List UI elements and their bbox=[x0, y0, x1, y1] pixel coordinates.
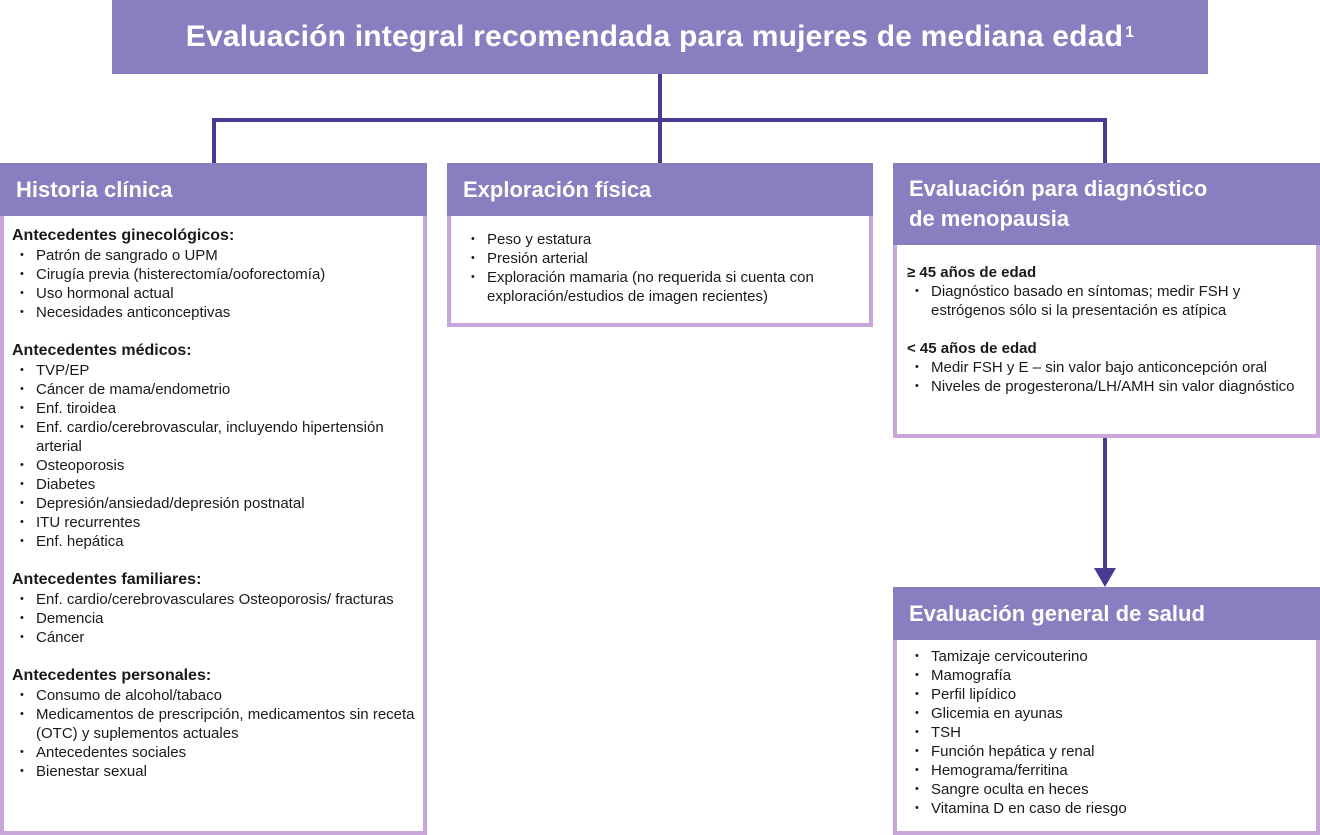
card-evaluacion-salud bbox=[893, 587, 1320, 835]
card-menopausia-header-line1: Evaluación para diagnóstico bbox=[909, 176, 1208, 201]
bullet-list bbox=[907, 282, 1306, 320]
card-historia-body bbox=[4, 216, 423, 789]
list-item: • Osteoporosis bbox=[12, 456, 415, 475]
list-item: • Tamizaje cervicouterino bbox=[907, 647, 1306, 666]
list-item: • Hemograma/ferritina bbox=[907, 761, 1306, 780]
list-item: • Enf. tiroidea bbox=[12, 399, 415, 418]
card-exploracion-header: Exploración física bbox=[447, 163, 873, 216]
list-item: • Peso y estatura bbox=[463, 230, 857, 249]
bullet-list bbox=[12, 361, 415, 551]
section-menor-45 bbox=[907, 339, 1306, 396]
card-exploracion-body bbox=[451, 216, 869, 314]
list-item: • Depresión/ansiedad/depresión postnatal bbox=[12, 494, 415, 513]
list-item: • Cirugía previa (histerectomía/ooforectomía) bbox=[12, 265, 415, 284]
bullet-list bbox=[12, 590, 415, 647]
bullet-list bbox=[907, 358, 1306, 396]
card-historia-header: Historia clínica bbox=[0, 163, 427, 216]
list-item: • TVP/EP bbox=[12, 361, 415, 380]
list-item: • Perfil lipídico bbox=[907, 685, 1306, 704]
title-footnote-marker: 1 bbox=[1125, 24, 1135, 41]
list-item: • Diabetes bbox=[12, 475, 415, 494]
list-item: • Bienestar sexual bbox=[12, 762, 415, 781]
page-title-text: Evaluación integral recomendada para mujeres de mediana edad bbox=[185, 20, 1124, 53]
card-exploracion-fisica bbox=[447, 163, 873, 327]
list-item: • Niveles de progesterona/LH/AMH sin valor diagnóstico bbox=[907, 377, 1306, 396]
list-item: • Antecedentes sociales bbox=[12, 743, 415, 762]
list-item: • Patrón de sangrado o UPM bbox=[12, 246, 415, 265]
section-title: Antecedentes personales: bbox=[12, 667, 212, 684]
list-item: • Enf. hepática bbox=[12, 532, 415, 551]
list-item: • Exploración mamaria (no requerida si cuenta con exploración/estudios de imagen recientes) bbox=[463, 268, 857, 306]
card-menopausia-body bbox=[897, 245, 1316, 404]
list-item: • Vitamina D en caso de riesgo bbox=[907, 799, 1306, 818]
list-item: • Demencia bbox=[12, 609, 415, 628]
bullet-list bbox=[907, 647, 1306, 818]
list-item: • Medir FSH y E – sin valor bajo anticoncepción oral bbox=[907, 358, 1306, 377]
list-item: • Cáncer de mama/endometrio bbox=[12, 380, 415, 399]
list-item: • Enf. cardio/cerebrovascular, incluyendo hipertensión arterial bbox=[12, 418, 415, 456]
page-title bbox=[112, 0, 1208, 74]
list-item: • TSH bbox=[907, 723, 1306, 742]
list-item: • Diagnóstico basado en síntomas; medir FSH y estrógenos sólo si la presentación es atípica bbox=[907, 282, 1306, 320]
card-menopausia-header-line2: de menopausia bbox=[909, 206, 1070, 231]
list-item: • Necesidades anticonceptivas bbox=[12, 303, 415, 322]
list-item: • Función hepática y renal bbox=[907, 742, 1306, 761]
list-item: • Sangre oculta en heces bbox=[907, 780, 1306, 799]
section-title: Antecedentes familiares: bbox=[12, 571, 202, 588]
section-personales bbox=[12, 666, 415, 781]
section-title: Antecedentes ginecológicos: bbox=[12, 227, 235, 244]
list-item: • Glicemia en ayunas bbox=[907, 704, 1306, 723]
section-familiares bbox=[12, 570, 415, 647]
section-medicos bbox=[12, 341, 415, 551]
list-item: • ITU recurrentes bbox=[12, 513, 415, 532]
card-menopausia-header bbox=[893, 163, 1320, 245]
list-item: • Cáncer bbox=[12, 628, 415, 647]
arrow-head bbox=[1094, 568, 1116, 587]
section-mayor-45 bbox=[907, 263, 1306, 320]
list-item: • Enf. cardio/cerebrovasculares Osteoporosis/ fracturas bbox=[12, 590, 415, 609]
card-salud-body bbox=[897, 640, 1316, 826]
card-salud-header: Evaluación general de salud bbox=[893, 587, 1320, 640]
section-title: ≥ 45 años de edad bbox=[907, 264, 1037, 281]
list-item: • Presión arterial bbox=[463, 249, 857, 268]
section-title: Antecedentes médicos: bbox=[12, 342, 192, 359]
section-gineco bbox=[12, 226, 415, 322]
bullet-list bbox=[463, 230, 857, 306]
list-item: • Consumo de alcohol/tabaco bbox=[12, 686, 415, 705]
bullet-list bbox=[12, 686, 415, 781]
card-diagnostico-menopausia bbox=[893, 163, 1320, 438]
section-title: < 45 años de edad bbox=[907, 340, 1037, 357]
bullet-list bbox=[12, 246, 415, 322]
list-item: • Mamografía bbox=[907, 666, 1306, 685]
card-historia-clinica bbox=[0, 163, 427, 835]
list-item: • Medicamentos de prescripción, medicamentos sin receta (OTC) y suplementos actuales bbox=[12, 705, 415, 743]
list-item: • Uso hormonal actual bbox=[12, 284, 415, 303]
